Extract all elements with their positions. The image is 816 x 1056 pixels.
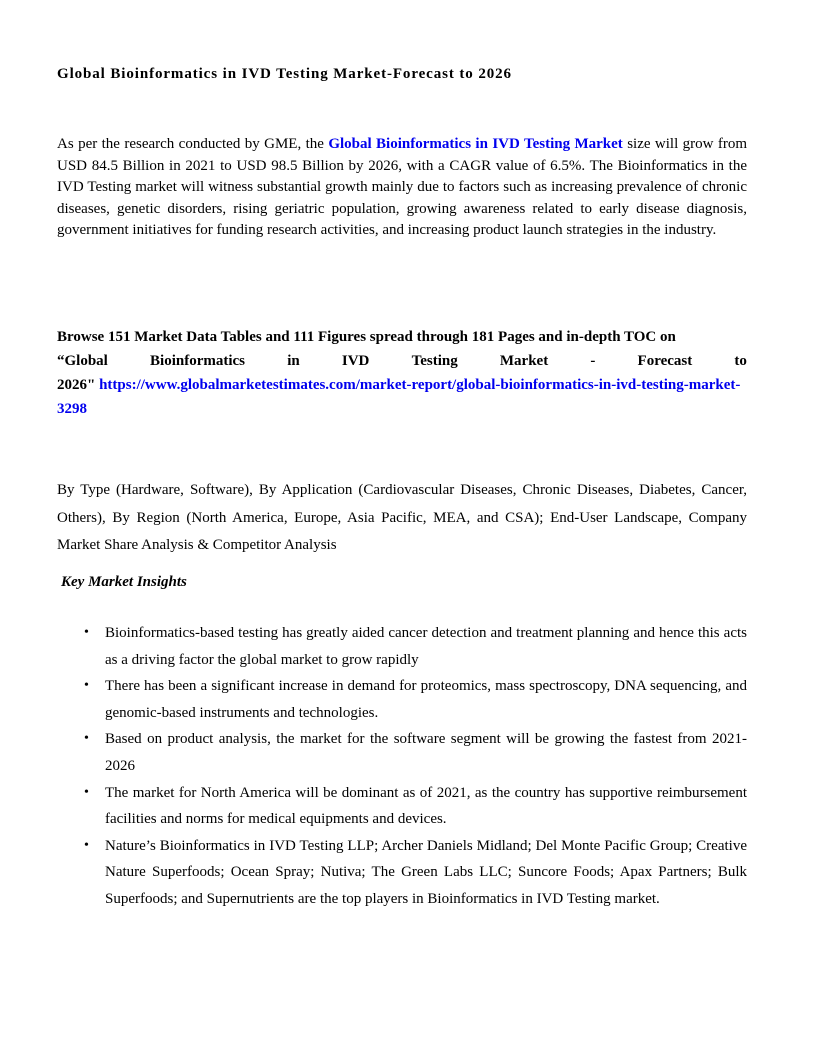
browse-line-2 — [57, 349, 747, 373]
list-item-text: There has been a significant increase in demand for proteomics, mass spectroscopy, DNA sequencing, and genomic-based instruments and technologies. — [105, 678, 747, 721]
bullet-icon: • — [84, 837, 89, 853]
browse-paragraph — [57, 325, 747, 421]
browse-word: Testing — [411, 353, 458, 369]
market-report-link[interactable]: Global Bioinformatics in IVD Testing Market — [328, 136, 623, 152]
browse-word: Forecast — [637, 353, 693, 369]
browse-word: - — [590, 353, 596, 369]
list-item — [57, 833, 747, 913]
list-item-text: The market for North America will be dominant as of 2021, as the country has supportive reimbursement facilities and norms for medical equipments and devices. — [105, 784, 747, 828]
bullet-icon: • — [84, 784, 89, 800]
list-item — [57, 780, 747, 833]
browse-word: Market — [499, 353, 549, 369]
browse-word: in — [287, 353, 300, 369]
key-insights-list — [57, 620, 747, 913]
browse-line-3 — [57, 373, 747, 421]
list-item-text: Based on product analysis, the market for the software segment will be growing the fastest from 2021-2026 — [105, 731, 747, 774]
report-url-link[interactable]: https://www.globalmarketestimates.com/market-report/global-bioinformatics-in-ivd-testing-market-3298 — [57, 377, 741, 417]
browse-year-prefix: 2026" — [57, 377, 100, 393]
list-item — [57, 673, 747, 726]
intro-text-after-link: size will grow from USD 84.5 Billion in 2021 to USD 98.5 Billion by 2026, with a CAGR value of 6.5%. The Bioinformatics in the IVD Testing market will witness substantial growth mainly due to factors such as increasing prevalence of chronic diseases, genetic disorders, rising geriatric population, growing awareness related to early disease diagnosis, government initiatives for funding research activities, and increasing product launch strategies in the industry. — [57, 136, 748, 239]
list-item-text: Bioinformatics-based testing has greatly aided cancer detection and treatment planning and hence this acts as a driving factor the global market to grow rapidly — [105, 625, 747, 668]
intro-text-before-link: As per the research conducted by GME, the — [57, 136, 329, 152]
browse-word: Bioinformatics — [150, 353, 246, 369]
bullet-icon: • — [84, 678, 89, 694]
browse-word: IVD — [341, 353, 370, 369]
browse-word: to — [734, 353, 747, 369]
browse-line-1: Browse 151 Market Data Tables and 111 Figures spread through 181 Pages and in-depth TOC on — [57, 329, 676, 345]
document-title: Global Bioinformatics in IVD Testing Market-Forecast to 2026 — [57, 66, 512, 82]
intro-paragraph — [57, 134, 747, 242]
browse-word: “Global — [57, 353, 108, 369]
bullet-icon: • — [84, 625, 89, 640]
list-item-text: Nature’s Bioinformatics in IVD Testing LLP; Archer Daniels Midland; Del Monte Pacific Group; Creative Nature Superfoods; Ocean Spray; Nutiva; The Green Labs LLC; Suncore Foods; Apax Partners; Bulk Superfoods; and Supernutrients are the top players in Bioinformatics in IVD Testing market. — [105, 837, 747, 907]
key-insights-heading: Key Market Insights — [61, 574, 187, 590]
list-item — [57, 620, 747, 673]
bullet-icon: • — [84, 731, 89, 747]
report-scope-paragraph: By Type (Hardware, Software), By Application (Cardiovascular Diseases, Chronic Diseases, Diabetes, Cancer, Others), By Region (North America, Europe, Asia Pacific, MEA, and CSA); End-User Landscape, Company Market Share Analysis & Competitor Analysis — [57, 482, 747, 554]
list-item — [57, 726, 747, 779]
